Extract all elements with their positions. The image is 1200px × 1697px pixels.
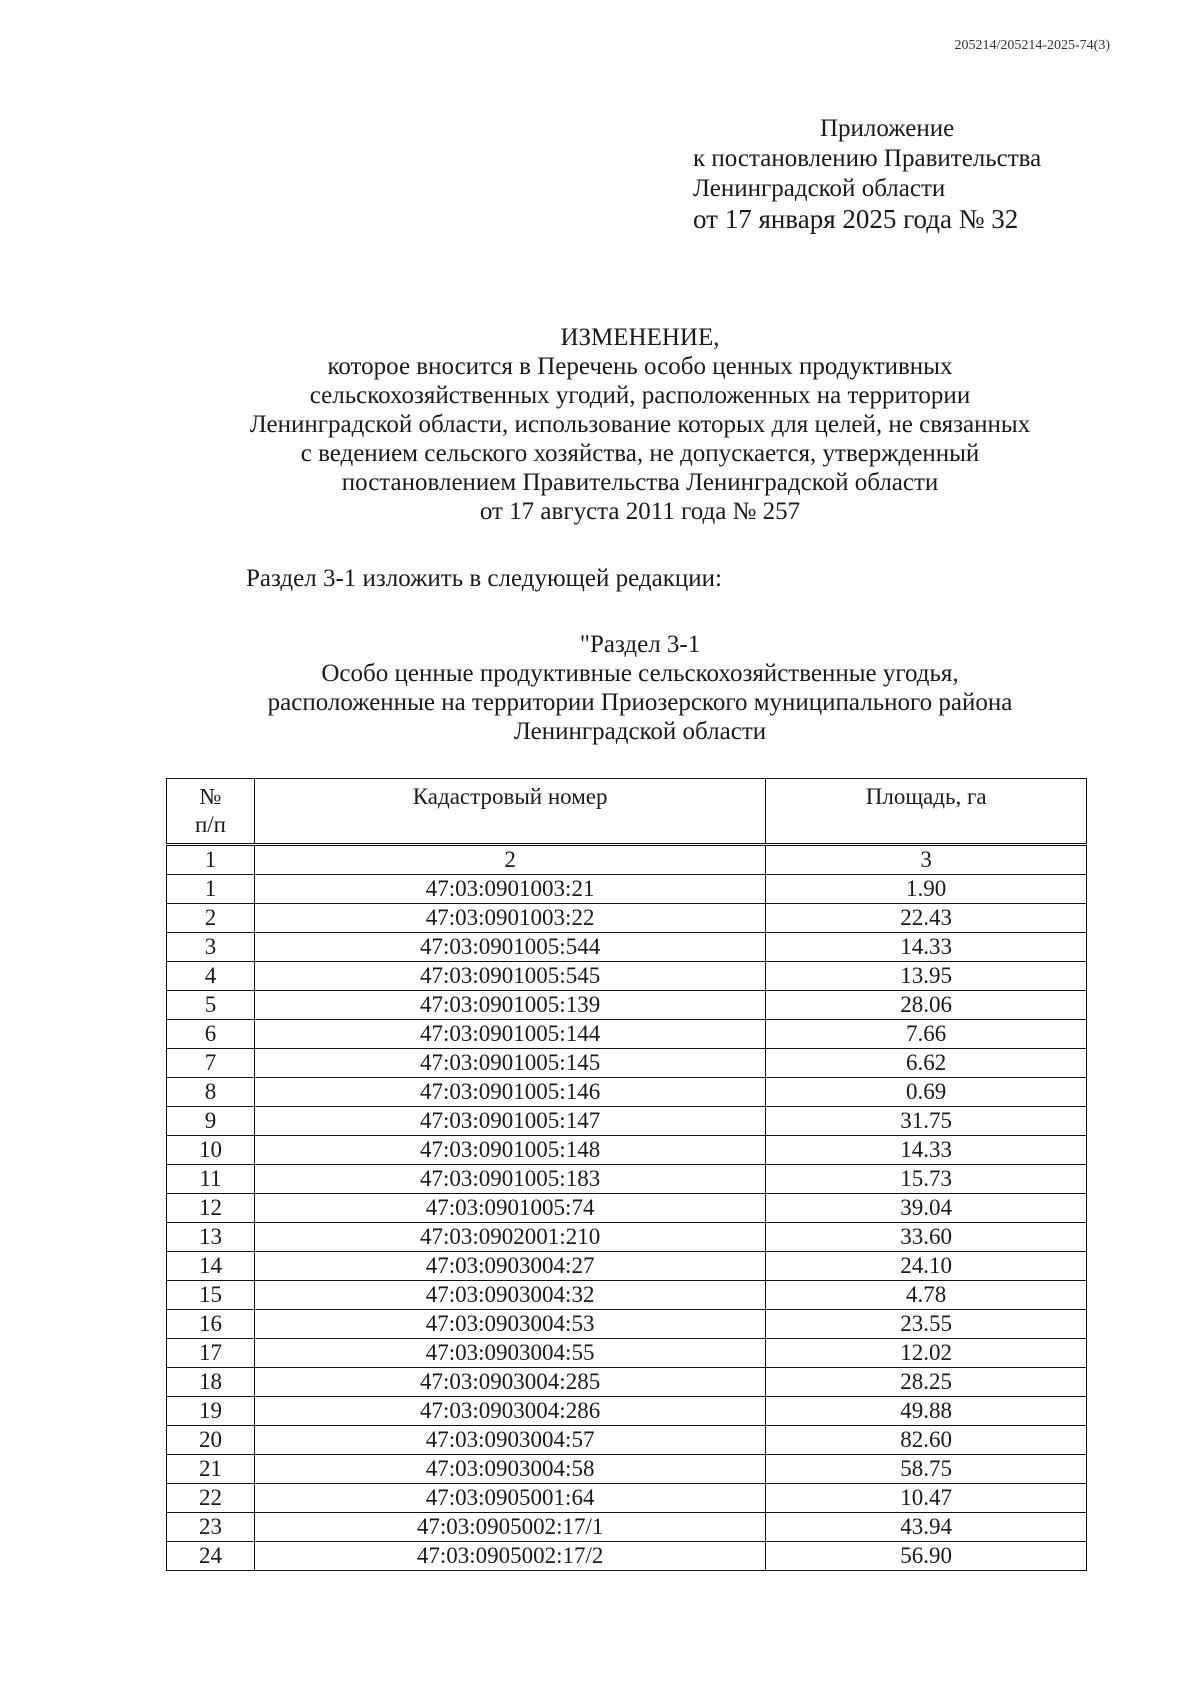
- cadastral-number-cell: 47:03:0901005:146: [254, 1078, 765, 1107]
- heading-line: Ленинградской области, использование которых для целей, не связанных: [249, 411, 1031, 438]
- row-number-cell: 4: [167, 962, 255, 991]
- table-row: [167, 1049, 1087, 1078]
- row-number-cell: 19: [167, 1397, 255, 1426]
- header-number: [167, 779, 255, 845]
- header-number-symbol: №: [199, 784, 222, 809]
- table-row: [167, 1484, 1087, 1513]
- row-number-cell: 24: [167, 1542, 255, 1571]
- appendix-title: Приложение: [820, 115, 955, 142]
- row-number-cell: 13: [167, 1223, 255, 1252]
- column-number: 3: [766, 845, 1087, 875]
- row-number-cell: 18: [167, 1368, 255, 1397]
- area-cell: 24.10: [766, 1252, 1087, 1281]
- area-cell: 14.33: [766, 1136, 1087, 1165]
- table-row: [167, 1368, 1087, 1397]
- area-cell: 58.75: [766, 1455, 1087, 1484]
- table-row: [167, 1252, 1087, 1281]
- amendment-title: ИЗМЕНЕНИЕ,: [560, 324, 720, 351]
- area-cell: 28.06: [766, 991, 1087, 1020]
- cadastral-number-cell: 47:03:0901005:145: [254, 1049, 765, 1078]
- table-row: [167, 1426, 1087, 1455]
- section-line: Особо ценные продуктивные сельскохозяйственные угодья,: [321, 660, 959, 687]
- cadastral-number-cell: 47:03:0901005:139: [254, 991, 765, 1020]
- cadastral-number-cell: 47:03:0905002:17/1: [254, 1513, 765, 1542]
- table-row: [167, 1194, 1087, 1223]
- header-cadastral: Кадастровый номер: [254, 779, 765, 845]
- column-number: 1: [167, 845, 255, 875]
- cadastral-number-cell: 47:03:0901005:545: [254, 962, 765, 991]
- document-reference-number: 205214/205214-2025-74(3): [954, 38, 1110, 53]
- table-row: [167, 1078, 1087, 1107]
- header-number-abbrev: п/п: [194, 812, 226, 837]
- table-row: [167, 1455, 1087, 1484]
- area-cell: 0.69: [766, 1078, 1087, 1107]
- row-number-cell: 12: [167, 1194, 255, 1223]
- table-row: [167, 933, 1087, 962]
- column-number: 2: [254, 845, 765, 875]
- cadastral-number-cell: 47:03:0903004:53: [254, 1310, 765, 1339]
- table-row: [167, 1397, 1087, 1426]
- row-number-cell: 3: [167, 933, 255, 962]
- section-heading: [0, 630, 1200, 746]
- area-cell: 4.78: [766, 1281, 1087, 1310]
- area-cell: 39.04: [766, 1194, 1087, 1223]
- area-cell: 13.95: [766, 962, 1087, 991]
- area-cell: 15.73: [766, 1165, 1087, 1194]
- area-cell: 6.62: [766, 1049, 1087, 1078]
- row-number-cell: 20: [167, 1426, 255, 1455]
- area-cell: 82.60: [766, 1426, 1087, 1455]
- amendment-heading: [0, 323, 1200, 526]
- table-row: [167, 1136, 1087, 1165]
- row-number-cell: 23: [167, 1513, 255, 1542]
- row-number-cell: 11: [167, 1165, 255, 1194]
- row-number-cell: 14: [167, 1252, 255, 1281]
- table-row: [167, 962, 1087, 991]
- table-header-row: [167, 779, 1087, 845]
- area-cell: 1.90: [766, 875, 1087, 904]
- row-number-cell: 5: [167, 991, 255, 1020]
- cadastral-number-cell: 47:03:0903004:285: [254, 1368, 765, 1397]
- table-row: [167, 1310, 1087, 1339]
- row-number-cell: 10: [167, 1136, 255, 1165]
- cadastral-number-cell: 47:03:0905001:64: [254, 1484, 765, 1513]
- row-number-cell: 9: [167, 1107, 255, 1136]
- instruction-text: Раздел 3-1 изложить в следующей редакции:: [246, 565, 722, 592]
- area-cell: 33.60: [766, 1223, 1087, 1252]
- area-cell: 7.66: [766, 1020, 1087, 1049]
- cadastral-number-cell: 47:03:0903004:58: [254, 1455, 765, 1484]
- section-title: "Раздел 3-1: [579, 631, 701, 658]
- table-row: [167, 1020, 1087, 1049]
- area-cell: 10.47: [766, 1484, 1087, 1513]
- section-line: Ленинградской области: [513, 718, 767, 745]
- area-cell: 22.43: [766, 904, 1087, 933]
- cadastral-number-cell: 47:03:0901005:74: [254, 1194, 765, 1223]
- area-cell: 12.02: [766, 1339, 1087, 1368]
- area-cell: 43.94: [766, 1513, 1087, 1542]
- appendix-line-decree: к постановлению Правительства: [693, 145, 1042, 172]
- cadastral-number-cell: 47:03:0901005:144: [254, 1020, 765, 1049]
- header-area: Площадь, га: [766, 779, 1087, 845]
- heading-line: с ведением сельского хозяйства, не допускается, утвержденный: [300, 440, 980, 467]
- table-row: [167, 904, 1087, 933]
- row-number-cell: 2: [167, 904, 255, 933]
- cadastral-number-cell: 47:03:0903004:55: [254, 1339, 765, 1368]
- appendix-line-date: от 17 января 2025 года № 32: [693, 204, 1019, 234]
- table-row: [167, 875, 1087, 904]
- cadastral-number-cell: 47:03:0901005:147: [254, 1107, 765, 1136]
- cadastral-number-cell: 47:03:0901003:22: [254, 904, 765, 933]
- section-line: расположенные на территории Приозерского муниципального района: [267, 689, 1013, 716]
- cadastral-number-cell: 47:03:0903004:27: [254, 1252, 765, 1281]
- appendix-line-region: Ленинградской области: [693, 175, 946, 202]
- table-row: [167, 1165, 1087, 1194]
- row-number-cell: 8: [167, 1078, 255, 1107]
- row-number-cell: 7: [167, 1049, 255, 1078]
- area-cell: 49.88: [766, 1397, 1087, 1426]
- cadastral-number-cell: 47:03:0902001:210: [254, 1223, 765, 1252]
- table-row: [167, 1223, 1087, 1252]
- area-cell: 31.75: [766, 1107, 1087, 1136]
- row-number-cell: 21: [167, 1455, 255, 1484]
- column-number-row: [167, 845, 1087, 875]
- row-number-cell: 17: [167, 1339, 255, 1368]
- cadastral-number-cell: 47:03:0903004:32: [254, 1281, 765, 1310]
- table-row: [167, 1339, 1087, 1368]
- table-row: [167, 1513, 1087, 1542]
- cadastral-number-cell: 47:03:0905002:17/2: [254, 1542, 765, 1571]
- cadastral-number-cell: 47:03:0903004:286: [254, 1397, 765, 1426]
- table-row: [167, 1542, 1087, 1571]
- land-parcels-table: [166, 778, 1087, 1571]
- heading-line: от 17 августа 2011 года № 257: [479, 498, 801, 525]
- cadastral-number-cell: 47:03:0901005:148: [254, 1136, 765, 1165]
- row-number-cell: 16: [167, 1310, 255, 1339]
- heading-line: постановлением Правительства Ленинградской области: [341, 469, 939, 496]
- area-cell: 28.25: [766, 1368, 1087, 1397]
- cadastral-number-cell: 47:03:0901003:21: [254, 875, 765, 904]
- row-number-cell: 1: [167, 875, 255, 904]
- table-row: [167, 991, 1087, 1020]
- cadastral-number-cell: 47:03:0903004:57: [254, 1426, 765, 1455]
- heading-line: которое вносится в Перечень особо ценных продуктивных: [327, 353, 953, 380]
- row-number-cell: 6: [167, 1020, 255, 1049]
- row-number-cell: 22: [167, 1484, 255, 1513]
- table-row: [167, 1107, 1087, 1136]
- cadastral-number-cell: 47:03:0901005:544: [254, 933, 765, 962]
- heading-line: сельскохозяйственных угодий, расположенных на территории: [309, 382, 971, 409]
- table-row: [167, 1281, 1087, 1310]
- cadastral-number-cell: 47:03:0901005:183: [254, 1165, 765, 1194]
- area-cell: 23.55: [766, 1310, 1087, 1339]
- row-number-cell: 15: [167, 1281, 255, 1310]
- area-cell: 14.33: [766, 933, 1087, 962]
- appendix-block: [693, 114, 1041, 234]
- area-cell: 56.90: [766, 1542, 1087, 1571]
